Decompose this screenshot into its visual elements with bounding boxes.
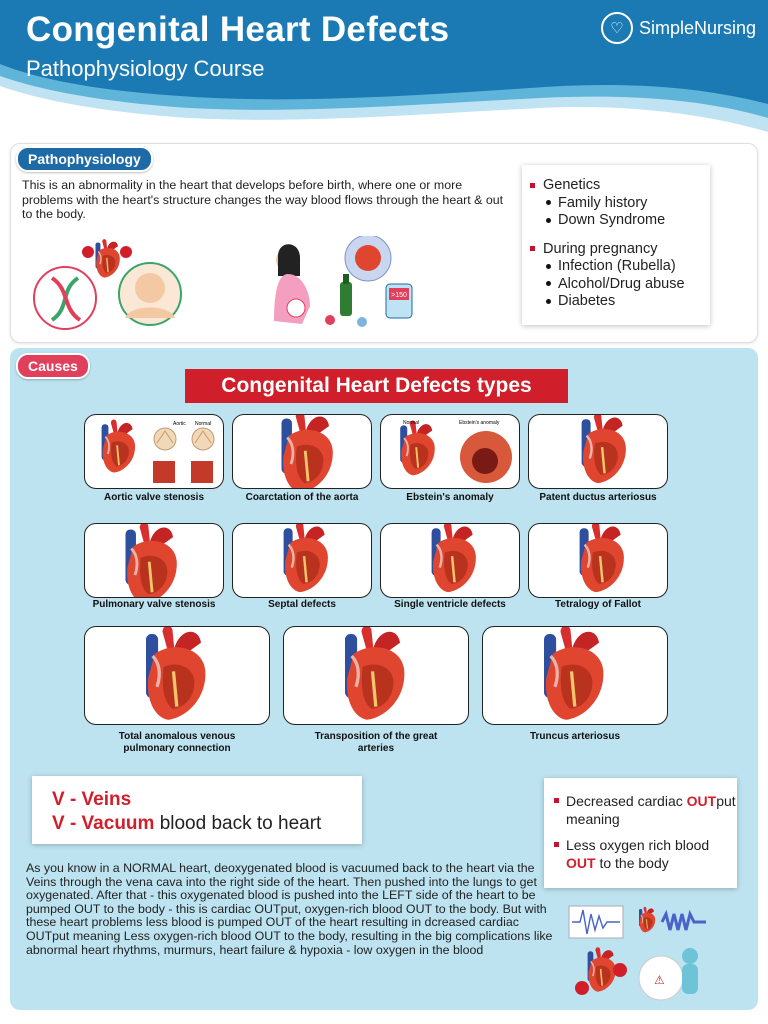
brand-logo[interactable] [601,12,756,44]
defect-label: Truncus arteriosus [529,731,621,742]
defect-label: Ebstein's anomaly [406,492,494,503]
risk-item: Family history [530,195,685,213]
baby-icon [135,273,165,303]
risk-pregnancy: During pregnancy [530,241,685,259]
defect-label: Transposition of the great arteries [314,731,438,754]
defect-label: Coarctation of the aorta [245,492,359,503]
pathophysiology-description: This is an abnormality in the heart that develops before birth, where one or more problems with the heart's structure changes the way blood flows through the heart & out to the body. [22,178,504,221]
defect-label: Patent ductus arteriosus [539,492,657,503]
normal-heart-explanation: As you know in a NORMAL heart, deoxygenated blood is vacuumed back to the heart via the Veins through the vena cava into the right side of the heart. Then pushed into the lungs to get oxygenated. After that - this oxygenated blood is pushed into the LEFT side of the heart to be pumped OUT to the body - this is cardiac OUTput, oxygen-rich blood OUT to the body. But with these heart problems less blood is pumped OUT of the heart resulting in dcreased cardiac OUTput meaning Less oxygen-rich blood OUT to the body, resulting in the big complications like abnormal heart rhythms, murmurs, heart failure & hypoxia - low oxygen in the blood [26,861,553,957]
complications-illustration [566,900,716,1010]
heart-failure-icon [588,947,616,992]
bottle-icon [340,282,352,316]
mnemonic-line-1: V - Veins [52,789,132,810]
cardiac-output-box [544,778,737,888]
heart-icon [639,907,655,933]
stethoscope-icon: ♡ [601,12,633,44]
pathophysiology-badge: Pathophysiology [16,146,153,172]
risk-item: Diabetes [530,293,685,311]
defect-card-coarctation-of-the-aorta [232,414,372,489]
defect-label: Pulmonary valve stenosis [92,599,216,610]
defect-label: Tetralogy of Fallot [555,599,641,610]
brand-name: SimpleNursing [638,17,756,38]
child-icon [682,948,698,964]
risk-item: Infection (Rubella) [530,258,685,276]
defect-card-septal-defects [232,523,372,598]
cardiac-output-point-1: Decreased cardiac OUTput meaning [554,792,737,828]
pill-icon [325,315,335,325]
defect-card-pulmonary-valve-stenosis [84,523,224,598]
defect-card-aortic-valve-stenosis [84,414,224,489]
causes-badge: Causes [16,353,90,379]
cardiac-output-point-2: Less oxygen rich blood OUT to the body [554,836,737,872]
risk-item: Down Syndrome [530,212,685,230]
page-subtitle: Pathophysiology Course [26,56,265,81]
defect-label: Aortic valve stenosis [103,492,205,503]
glucometer-reading: >150 [391,292,407,299]
defect-card-ebsteins-anomaly [380,414,520,489]
defect-card-total-anomalous-venous-pulmonary-connection [84,626,270,725]
risk-genetics: Genetics [530,177,685,195]
defect-card-transposition-of-the-great-arteries [283,626,469,725]
defect-card-tetralogy-of-fallot [528,523,668,598]
murmur-icon [662,914,706,930]
svg-text:Ebstein's anomaly: Ebstein's anomaly [459,420,500,426]
page-title: Congenital Heart Defects [26,10,450,49]
svg-text:Normal: Normal [403,420,420,426]
defect-label: Single ventricle defects [394,599,506,610]
heart-icon [96,239,120,278]
svg-text:Aortic: Aortic [173,421,186,427]
risk-factors-box [522,165,710,325]
defect-card-patent-ductus-arteriosus [528,414,668,489]
genetics-illustration [30,238,190,333]
mnemonic-line-2: V - Vacuum blood back to heart [52,813,322,834]
pregnancy-illustration [266,236,426,331]
svg-text:Normal: Normal [195,421,212,427]
defect-label: Total anomalous venous pulmonary connection [118,731,236,754]
defect-types-title: Congenital Heart Defects types [185,369,568,403]
defect-card-single-ventricle-defects [380,523,520,598]
virus-icon [82,246,94,258]
risk-item: Alcohol/Drug abuse [530,276,685,294]
svg-text:⚠: ⚠ [654,973,665,987]
veins-vacuum-mnemonic [32,776,362,844]
defect-card-truncus-arteriosus [482,626,668,725]
header-banner [0,0,768,140]
defect-label: Septal defects [268,599,336,610]
